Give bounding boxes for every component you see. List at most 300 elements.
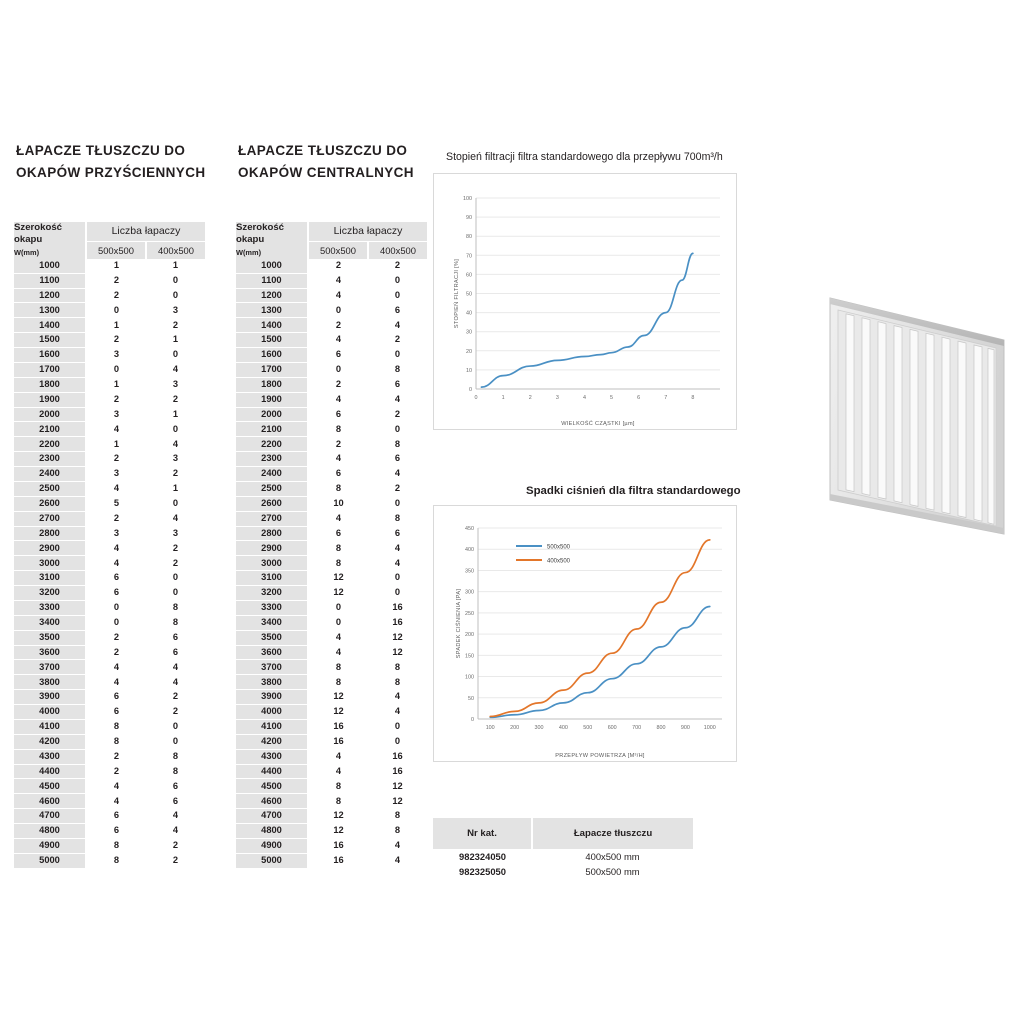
cell-400x500: 4 [146, 660, 205, 675]
cell-500x500: 4 [308, 749, 368, 764]
table-row [236, 437, 427, 452]
cell-400x500: 12 [368, 645, 427, 660]
cell-500x500: 8 [86, 838, 146, 853]
catalogue-cell-nr: 982325050 [433, 864, 532, 879]
cell-400x500: 2 [146, 838, 205, 853]
table-row [14, 779, 205, 794]
table-row [236, 511, 427, 526]
cell-400x500: 4 [146, 437, 205, 452]
table-row [14, 496, 205, 511]
cell-500x500: 2 [308, 318, 368, 333]
cell-500x500: 10 [308, 496, 368, 511]
table-row [14, 348, 205, 363]
cell-500x500: 1 [86, 318, 146, 333]
legend-label-2: 400x500 [547, 558, 571, 565]
cell-width: 3400 [14, 615, 86, 630]
cell-400x500: 0 [368, 719, 427, 734]
table-row [236, 541, 427, 556]
cell-400x500: 0 [146, 422, 205, 437]
cell-400x500: 4 [368, 541, 427, 556]
cell-400x500: 1 [146, 333, 205, 348]
table-row [14, 660, 205, 675]
table-row [14, 556, 205, 571]
cell-500x500: 8 [308, 556, 368, 571]
table-row [236, 615, 427, 630]
table-row [236, 705, 427, 720]
cell-500x500: 0 [86, 600, 146, 615]
cell-500x500: 0 [86, 362, 146, 377]
table-row [14, 690, 205, 705]
cell-500x500: 8 [308, 541, 368, 556]
cell-500x500: 6 [86, 690, 146, 705]
catalogue-cell-size: 400x500 mm [532, 849, 693, 864]
cell-400x500: 0 [368, 496, 427, 511]
cell-400x500: 12 [368, 630, 427, 645]
cell-500x500: 2 [86, 630, 146, 645]
table-row [14, 333, 205, 348]
x-tick-label: 200 [510, 725, 520, 731]
cell-width: 4600 [236, 794, 308, 809]
cell-500x500: 3 [86, 526, 146, 541]
cell-width: 4200 [14, 734, 86, 749]
wall-header-width-unit: W(mm) [14, 247, 40, 257]
cell-400x500: 8 [146, 600, 205, 615]
cell-width: 4400 [14, 764, 86, 779]
table-row [14, 586, 205, 601]
cell-400x500: 8 [146, 749, 205, 764]
central-header-400x500: 400x500 [368, 241, 427, 259]
cell-500x500: 12 [308, 586, 368, 601]
cell-width: 4600 [14, 794, 86, 809]
table-row [236, 838, 427, 853]
cell-width: 1500 [14, 333, 86, 348]
y-tick-label: 10 [466, 367, 472, 374]
table-row [236, 660, 427, 675]
table-row [14, 541, 205, 556]
cell-500x500: 6 [86, 571, 146, 586]
x-tick-label: 0 [474, 395, 478, 401]
central-header-width-unit: W(mm) [236, 247, 262, 257]
cell-400x500: 4 [368, 392, 427, 407]
table-row [14, 511, 205, 526]
cell-400x500: 6 [146, 794, 205, 809]
catalogue-header-nr: Nr kat. [433, 818, 532, 849]
cell-500x500: 4 [308, 764, 368, 779]
cell-400x500: 8 [368, 362, 427, 377]
cell-400x500: 6 [368, 452, 427, 467]
table-row [236, 377, 427, 392]
table-row [14, 422, 205, 437]
y-tick-label: 30 [466, 329, 472, 336]
x-tick-label: 300 [534, 725, 544, 731]
table-row [236, 764, 427, 779]
cell-500x500: 6 [86, 824, 146, 839]
central-hood-grease-filter-table [236, 222, 427, 869]
cell-400x500: 2 [368, 259, 427, 273]
catalogue-cell-size: 500x500 mm [532, 864, 693, 879]
cell-width: 3800 [236, 675, 308, 690]
x-tick-label: 1 [501, 395, 505, 401]
filtration-chart-title: Stopień filtracji filtra standardowego dla przepływu 700m³/h [446, 151, 723, 163]
cell-width: 1000 [14, 259, 86, 273]
x-tick-label: 8 [691, 395, 695, 401]
cell-500x500: 12 [308, 824, 368, 839]
cell-400x500: 8 [368, 511, 427, 526]
x-tick-label: 800 [656, 725, 666, 731]
cell-400x500: 0 [146, 348, 205, 363]
cell-width: 1500 [236, 333, 308, 348]
cell-500x500: 8 [86, 734, 146, 749]
cell-400x500: 0 [368, 288, 427, 303]
table-row [14, 749, 205, 764]
cell-width: 3700 [14, 660, 86, 675]
cell-width: 1700 [14, 362, 86, 377]
cell-400x500: 4 [368, 853, 427, 868]
x-tick-label: 7 [664, 395, 668, 401]
catalogue-row [433, 849, 693, 864]
y-tick-label: 40 [466, 310, 472, 317]
series-line-1 [481, 253, 692, 387]
cell-width: 4700 [14, 809, 86, 824]
cell-400x500: 6 [368, 303, 427, 318]
cell-500x500: 2 [86, 511, 146, 526]
cell-width: 5000 [14, 853, 86, 868]
table-row [236, 719, 427, 734]
cell-500x500: 4 [86, 481, 146, 496]
cell-400x500: 0 [146, 288, 205, 303]
table-row [236, 794, 427, 809]
central-table-heading: ŁAPACZE TŁUSZCZU DO OKAPÓW CENTRALNYCH [238, 143, 414, 180]
cell-400x500: 4 [146, 511, 205, 526]
cell-width: 2600 [236, 496, 308, 511]
cell-width: 2600 [14, 496, 86, 511]
cell-500x500: 8 [308, 481, 368, 496]
cell-500x500: 4 [308, 288, 368, 303]
table-row [14, 437, 205, 452]
table-row [236, 675, 427, 690]
cell-width: 1600 [14, 348, 86, 363]
cell-width: 3100 [236, 571, 308, 586]
x-tick-label: 900 [680, 725, 690, 731]
cell-500x500: 8 [308, 422, 368, 437]
cell-width: 5000 [236, 853, 308, 868]
y-tick-label: 50 [466, 291, 472, 298]
cell-width: 3500 [236, 630, 308, 645]
cell-width: 4000 [14, 705, 86, 720]
cell-width: 1300 [14, 303, 86, 318]
catalogue-row [433, 864, 693, 879]
cell-500x500: 0 [86, 615, 146, 630]
cell-width: 3400 [236, 615, 308, 630]
table-row [236, 318, 427, 333]
cell-400x500: 6 [368, 526, 427, 541]
cell-400x500: 2 [146, 392, 205, 407]
wall-table-heading: ŁAPACZE TŁUSZCZU DO OKAPÓW PRZYŚCIENNYCH [16, 143, 206, 180]
cell-500x500: 12 [308, 705, 368, 720]
table-row [14, 824, 205, 839]
table-row [236, 407, 427, 422]
wall-header-count: Liczba łapaczy [86, 222, 205, 241]
table-row [236, 853, 427, 868]
cell-width: 4300 [236, 749, 308, 764]
cell-500x500: 4 [308, 273, 368, 288]
cell-400x500: 16 [368, 600, 427, 615]
cell-400x500: 6 [146, 779, 205, 794]
y-tick-label: 60 [466, 272, 472, 279]
table-row [14, 675, 205, 690]
cell-500x500: 16 [308, 734, 368, 749]
cell-400x500: 4 [146, 675, 205, 690]
cell-width: 4900 [236, 838, 308, 853]
table-row [14, 362, 205, 377]
cell-400x500: 0 [146, 273, 205, 288]
table-row [236, 824, 427, 839]
table-row [236, 734, 427, 749]
cell-500x500: 8 [308, 660, 368, 675]
cell-400x500: 8 [368, 437, 427, 452]
x-tick-label: 5 [610, 395, 614, 401]
cell-width: 1900 [14, 392, 86, 407]
cell-500x500: 4 [308, 452, 368, 467]
cell-500x500: 2 [308, 437, 368, 452]
table-row [236, 348, 427, 363]
cell-500x500: 6 [308, 467, 368, 482]
table-row [236, 526, 427, 541]
cell-width: 3200 [14, 586, 86, 601]
cell-500x500: 5 [86, 496, 146, 511]
table-row [14, 452, 205, 467]
cell-400x500: 8 [368, 824, 427, 839]
table-row [14, 259, 205, 273]
wall-header-400x500: 400x500 [146, 241, 205, 259]
cell-width: 1900 [236, 392, 308, 407]
cell-width: 3500 [14, 630, 86, 645]
series-line-2 [490, 540, 710, 717]
table-row [236, 481, 427, 496]
cell-500x500: 6 [86, 705, 146, 720]
table-row [236, 809, 427, 824]
catalogue-table [433, 818, 693, 879]
cell-400x500: 16 [368, 764, 427, 779]
wall-header-width-label: Szerokość okapu [14, 222, 62, 246]
table-row [236, 749, 427, 764]
table-row [236, 630, 427, 645]
y-tick-label: 100 [465, 674, 474, 681]
table-row [236, 422, 427, 437]
y-tick-label: 250 [465, 610, 474, 617]
table-row [236, 690, 427, 705]
cell-400x500: 1 [146, 407, 205, 422]
cell-400x500: 12 [368, 794, 427, 809]
cell-400x500: 8 [146, 615, 205, 630]
table-row [236, 273, 427, 288]
cell-400x500: 2 [146, 705, 205, 720]
y-tick-label: 80 [466, 234, 472, 241]
cell-500x500: 0 [308, 615, 368, 630]
central-header-count: Liczba łapaczy [308, 222, 427, 241]
cell-400x500: 0 [146, 719, 205, 734]
table-row [236, 496, 427, 511]
cell-width: 4100 [14, 719, 86, 734]
cell-400x500: 0 [146, 586, 205, 601]
cell-500x500: 2 [86, 273, 146, 288]
table-row [236, 303, 427, 318]
x-axis-title: PRZEPŁYW POWIETRZA [M³/H] [555, 753, 645, 759]
cell-500x500: 8 [308, 779, 368, 794]
cell-width: 2100 [14, 422, 86, 437]
cell-width: 3700 [236, 660, 308, 675]
table-row [236, 600, 427, 615]
x-tick-label: 400 [558, 725, 568, 731]
legend-label-1: 500x500 [547, 544, 571, 551]
table-row [236, 333, 427, 348]
cell-400x500: 0 [146, 571, 205, 586]
cell-width: 2800 [14, 526, 86, 541]
cell-400x500: 0 [146, 496, 205, 511]
y-tick-label: 150 [465, 653, 474, 660]
cell-width: 3900 [14, 690, 86, 705]
cell-500x500: 12 [308, 690, 368, 705]
cell-width: 3300 [236, 600, 308, 615]
cell-500x500: 4 [86, 779, 146, 794]
cell-400x500: 6 [146, 630, 205, 645]
cell-width: 2200 [236, 437, 308, 452]
y-tick-label: 0 [471, 717, 474, 723]
cell-500x500: 16 [308, 853, 368, 868]
cell-500x500: 4 [308, 630, 368, 645]
cell-500x500: 3 [86, 348, 146, 363]
cell-400x500: 16 [368, 615, 427, 630]
table-row [236, 571, 427, 586]
cell-400x500: 4 [146, 824, 205, 839]
cell-width: 1400 [236, 318, 308, 333]
table-row [14, 481, 205, 496]
cell-500x500: 4 [308, 511, 368, 526]
cell-500x500: 3 [86, 467, 146, 482]
central-table-body [236, 259, 427, 868]
cell-400x500: 0 [368, 734, 427, 749]
cell-500x500: 4 [86, 556, 146, 571]
cell-500x500: 8 [86, 853, 146, 868]
cell-400x500: 6 [146, 645, 205, 660]
cell-500x500: 6 [308, 526, 368, 541]
wall-header-width [14, 222, 86, 259]
cell-400x500: 4 [368, 556, 427, 571]
cell-400x500: 0 [368, 348, 427, 363]
cell-width: 4800 [14, 824, 86, 839]
cell-500x500: 2 [86, 749, 146, 764]
wall-header-500x500: 500x500 [86, 241, 146, 259]
cell-width: 4700 [236, 809, 308, 824]
cell-width: 1200 [14, 288, 86, 303]
table-row [14, 645, 205, 660]
cell-width: 4300 [14, 749, 86, 764]
cell-width: 1700 [236, 362, 308, 377]
table-row [14, 392, 205, 407]
cell-400x500: 4 [368, 467, 427, 482]
cell-width: 2500 [236, 481, 308, 496]
cell-500x500: 4 [308, 333, 368, 348]
cell-500x500: 2 [86, 452, 146, 467]
y-tick-label: 50 [468, 695, 474, 702]
cell-width: 2300 [236, 452, 308, 467]
cell-500x500: 6 [86, 809, 146, 824]
cell-width: 4900 [14, 838, 86, 853]
cell-width: 3900 [236, 690, 308, 705]
cell-500x500: 0 [308, 362, 368, 377]
table-row [236, 779, 427, 794]
cell-400x500: 3 [146, 377, 205, 392]
cell-500x500: 6 [86, 586, 146, 601]
x-tick-label: 600 [607, 725, 617, 731]
cell-500x500: 16 [308, 719, 368, 734]
cell-width: 1800 [236, 377, 308, 392]
x-tick-label: 1000 [703, 725, 716, 731]
table-row [14, 526, 205, 541]
cell-width: 3100 [14, 571, 86, 586]
wall-table-body [14, 259, 205, 868]
cell-400x500: 1 [146, 259, 205, 273]
grease-filter-product-image [818, 288, 1018, 558]
cell-400x500: 16 [368, 749, 427, 764]
table-row [14, 318, 205, 333]
pressure-drop-chart [433, 505, 737, 762]
cell-width: 2900 [14, 541, 86, 556]
table-row [14, 794, 205, 809]
cell-width: 1800 [14, 377, 86, 392]
cell-400x500: 1 [146, 481, 205, 496]
table-row [14, 407, 205, 422]
cell-width: 2400 [14, 467, 86, 482]
cell-500x500: 8 [86, 719, 146, 734]
x-tick-label: 700 [632, 725, 642, 731]
table-row [14, 615, 205, 630]
cell-width: 4500 [14, 779, 86, 794]
cell-400x500: 4 [146, 362, 205, 377]
x-tick-label: 500 [583, 725, 593, 731]
y-axis-title: SPADEK CIŚNIENIA [PA] [456, 588, 462, 659]
cell-400x500: 3 [146, 526, 205, 541]
cell-400x500: 0 [368, 586, 427, 601]
table-row [14, 734, 205, 749]
cell-width: 1400 [14, 318, 86, 333]
cell-400x500: 6 [368, 377, 427, 392]
cell-500x500: 2 [86, 288, 146, 303]
cell-width: 1000 [236, 259, 308, 273]
x-axis-title: WIELKOŚĆ CZĄSTKI [µm] [561, 421, 635, 427]
cell-500x500: 12 [308, 571, 368, 586]
y-tick-label: 90 [466, 215, 472, 222]
y-tick-label: 20 [466, 348, 472, 355]
cell-500x500: 4 [308, 392, 368, 407]
cell-400x500: 4 [146, 809, 205, 824]
cell-500x500: 0 [308, 600, 368, 615]
cell-400x500: 8 [368, 660, 427, 675]
cell-500x500: 4 [86, 794, 146, 809]
cell-500x500: 2 [308, 259, 368, 273]
cell-500x500: 0 [308, 303, 368, 318]
cell-500x500: 2 [86, 764, 146, 779]
y-axis-title: STOPIEŃ FILTRACJI [%] [454, 258, 460, 329]
x-tick-label: 3 [555, 395, 559, 401]
y-tick-label: 350 [465, 568, 474, 575]
cell-400x500: 4 [368, 690, 427, 705]
cell-400x500: 2 [368, 407, 427, 422]
table-row [14, 600, 205, 615]
table-row [236, 645, 427, 660]
y-tick-label: 300 [465, 589, 474, 596]
cell-500x500: 1 [86, 377, 146, 392]
